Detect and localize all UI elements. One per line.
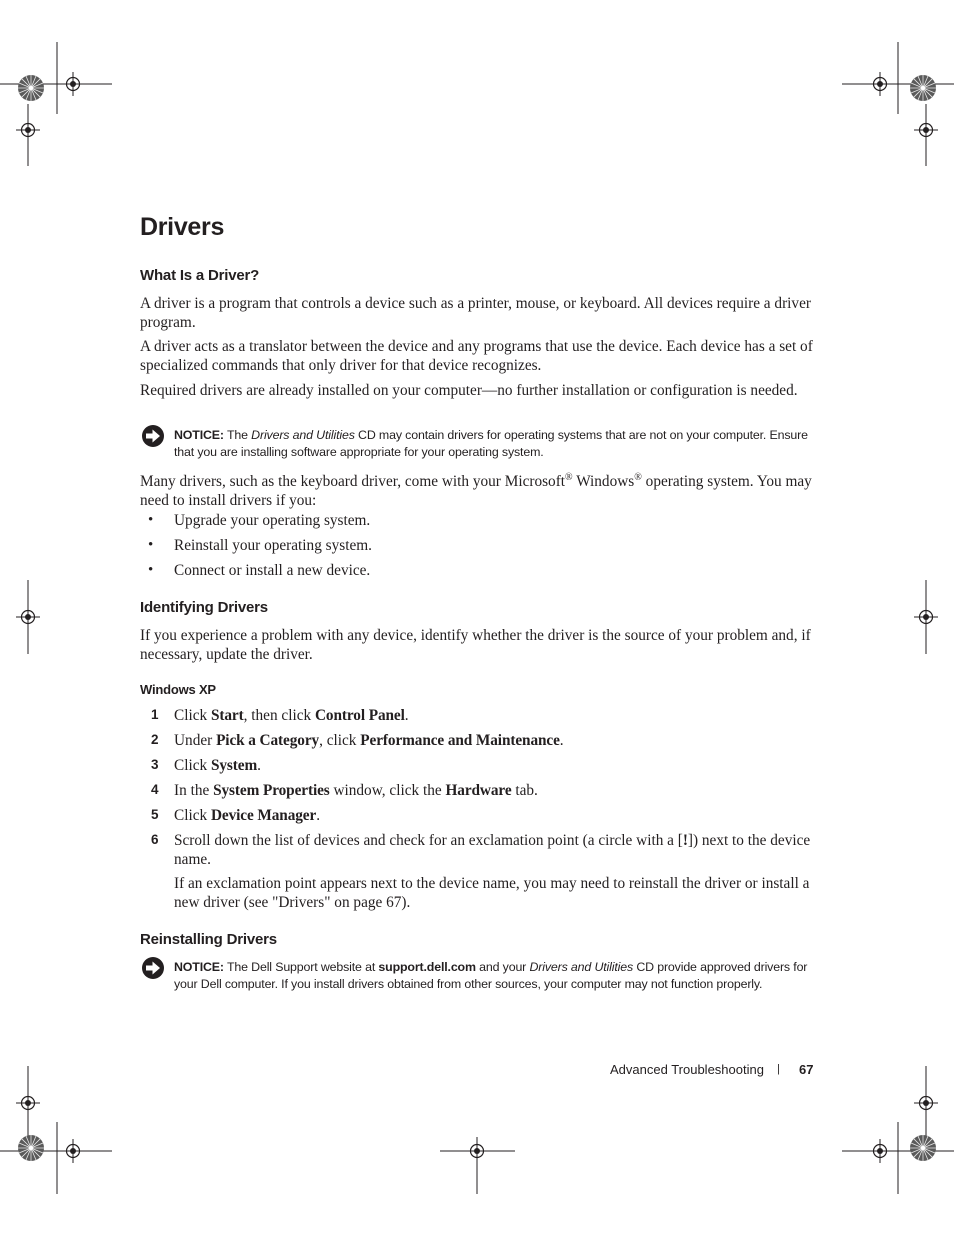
text-run: , click: [319, 732, 361, 749]
text-run: , then click: [243, 707, 315, 724]
text-run: Many drivers, such as the keyboard driver, come with your Microsoft: [140, 473, 566, 491]
text-run: tab.: [511, 782, 538, 799]
step-text: [174, 756, 819, 775]
ui-term: System: [210, 757, 258, 774]
notice-text: CD provide approved drivers for your Dell computer. If you install drivers obtained from other sources, your computer may not function properly.: [174, 960, 808, 991]
notice-label: NOTICE:: [174, 428, 224, 442]
section-heading-what-is-driver: What Is a Driver?: [140, 267, 260, 284]
notice-text: and your: [475, 960, 530, 974]
ui-term: Control Panel: [314, 707, 405, 724]
section-heading-identifying-drivers: Identifying Drivers: [140, 599, 268, 616]
notice-label: NOTICE:: [174, 960, 224, 974]
page-title: Drivers: [140, 213, 225, 241]
notice-product-name: Drivers and Utilities: [251, 428, 355, 442]
step-text: [174, 831, 819, 869]
notice-text: The: [226, 428, 248, 442]
step-number: 4: [151, 782, 159, 797]
text-run: ]) next to the device name.: [174, 832, 811, 868]
text-run: .: [559, 732, 564, 749]
step-text: [174, 781, 819, 800]
paragraph-drivers-windows: [140, 468, 815, 510]
list-item: Connect or install a new device.: [174, 562, 371, 579]
notice-text: CD may contain drivers for operating systems that are not on your computer. Ensure that you are installing software appropriate for your operating system.: [174, 428, 808, 459]
step-text: [174, 806, 819, 825]
paragraph: Required drivers are already installed on your computer—no further installation or configuration is needed.: [140, 382, 798, 399]
step-number: 3: [151, 757, 159, 772]
footer-section-name: Advanced Troubleshooting: [610, 1062, 764, 1077]
ui-term: Device Manager: [210, 807, 317, 824]
notice-drivers-cd: [174, 427, 819, 461]
ui-term: Hardware: [445, 782, 512, 799]
text-run: Scroll down the list of devices and check for an exclamation point (a circle with a [: [174, 832, 683, 849]
text-run: Click: [174, 757, 211, 774]
footer-separator: |: [777, 1063, 780, 1075]
subheading-windows-xp: Windows XP: [140, 682, 216, 697]
notice-product-name: Drivers and Utilities: [529, 960, 634, 974]
ui-term: Start: [210, 707, 244, 724]
paragraph: If you experience a problem with any device, identify whether the driver is the source of your problem and, if necessary, update the driver.: [140, 627, 811, 663]
section-heading-reinstalling-drivers: Reinstalling Drivers: [140, 931, 277, 948]
ui-term: !: [682, 832, 688, 849]
ui-term: Pick a Category: [216, 732, 320, 749]
paragraph: A driver is a program that controls a device such as a printer, mouse, or keyboard. All devices require a driver program.: [140, 295, 811, 331]
text-run: .: [404, 707, 409, 724]
step-number: 5: [151, 807, 159, 822]
step-text: [174, 731, 819, 750]
step-followup: If an exclamation point appears next to the device name, you may need to reinstall the driver or install a new driver (see "Drivers" on page 67).: [174, 875, 810, 911]
text-run: Under: [174, 732, 217, 749]
text-run: window, click the: [329, 782, 446, 799]
step-number: 6: [151, 832, 159, 847]
ui-term: Performance and Maintenance: [360, 732, 560, 749]
text-run: Click: [174, 807, 211, 824]
text-run: .: [316, 807, 321, 824]
registered-mark: ®: [565, 472, 573, 483]
bullet: •: [148, 512, 154, 528]
list-item: Upgrade your operating system.: [174, 512, 371, 529]
notice-arrow-icon: [141, 956, 165, 980]
notice-dell-support: [174, 959, 819, 993]
notice-arrow-icon: [141, 424, 165, 448]
list-item: Reinstall your operating system.: [174, 537, 372, 554]
ui-term: System Properties: [213, 782, 330, 799]
paragraph: A driver acts as a translator between the device and any programs that use the device. Each device has a set of specialized commands that only driver for that device recognizes.: [140, 338, 813, 374]
support-url: support.dell.com: [378, 960, 476, 974]
step-number: 1: [151, 707, 159, 722]
bullet: •: [148, 562, 154, 578]
step-text: [174, 706, 819, 725]
notice-text: The Dell Support website at: [226, 960, 379, 974]
page-number: 67: [799, 1062, 814, 1077]
text-run: operating system. You may need to install drivers if you:: [140, 473, 812, 510]
text-run: Windows: [572, 473, 635, 491]
step-number: 2: [151, 732, 159, 747]
registered-mark: ®: [634, 472, 642, 483]
text-run: .: [257, 757, 261, 774]
bullet: •: [148, 537, 154, 553]
text-run: In the: [174, 782, 214, 799]
text-run: Click: [174, 707, 211, 724]
